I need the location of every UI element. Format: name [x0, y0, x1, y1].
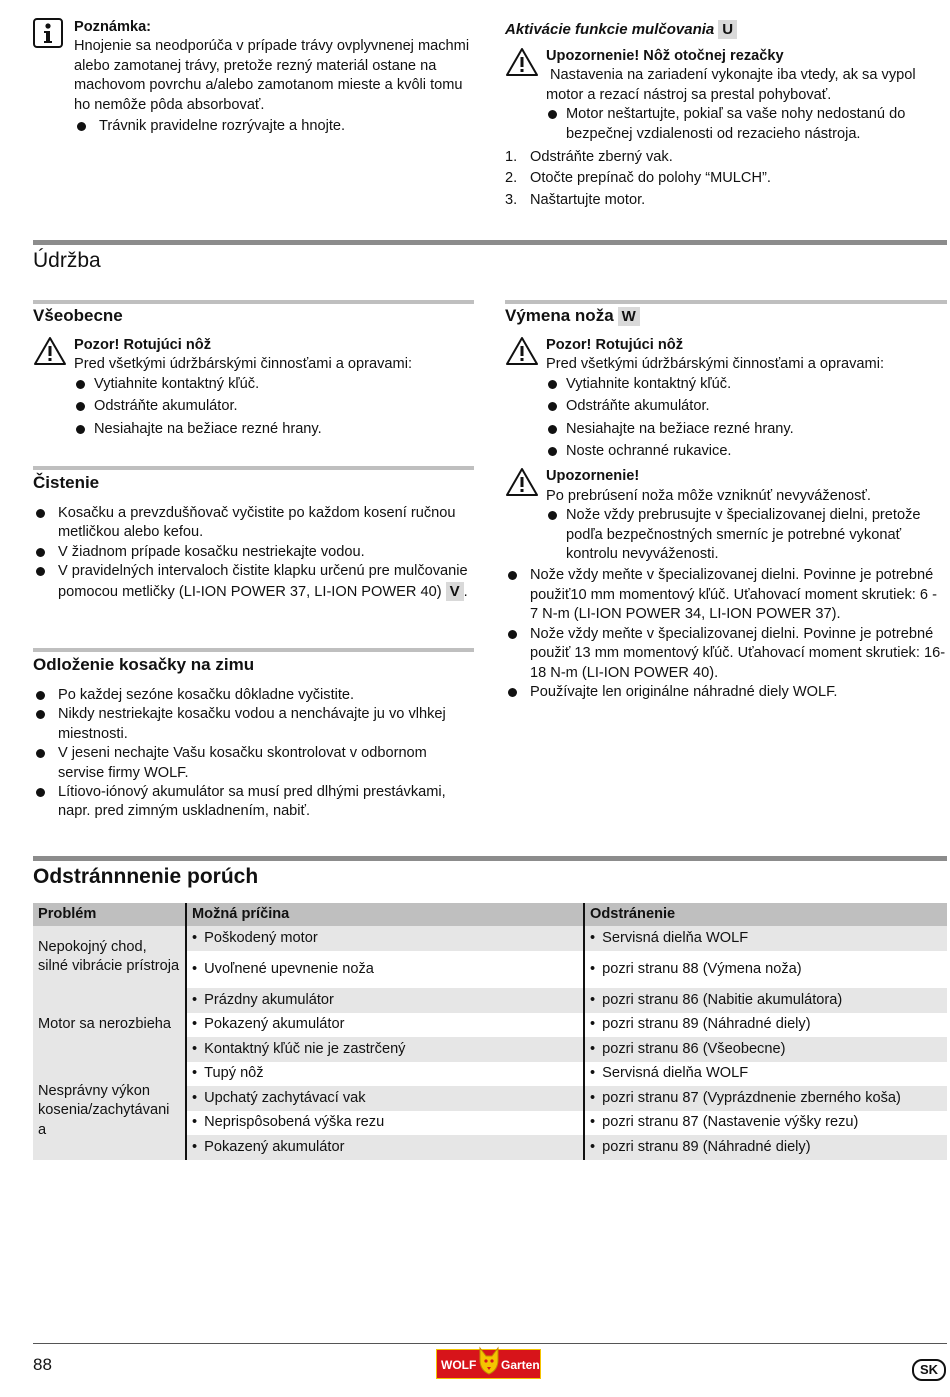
list-item: Vytiahnite kontaktný kľúč. — [546, 375, 947, 394]
list-item: Vytiahnite kontaktný kľúč. — [74, 375, 475, 394]
list-item: Noste ochranné rukavice. — [546, 442, 947, 461]
subsection-title: Všeobecne — [33, 306, 123, 325]
figure-badge: V — [446, 582, 464, 601]
cleaning-section — [33, 472, 475, 602]
list-item: Nikdy nestriekajte kosačku vodou a nenchávajte ju vo vlhkej miestnosti. — [33, 705, 475, 744]
footer-divider — [33, 1343, 947, 1344]
warning-title: Upozornenie! — [546, 468, 640, 485]
column-header: Odstránenie — [584, 903, 947, 926]
cause-cell: • Pokazený akumulátor — [186, 1013, 584, 1037]
section-title-troubleshooting: Odstránnnenie porúch — [33, 865, 259, 888]
page-number: 88 — [33, 1355, 52, 1374]
info-icon — [33, 18, 63, 48]
fix-cell: • pozri stranu 86 (Všeobecne) — [584, 1037, 947, 1062]
cause-cell: • Prázdny akumulátor — [186, 988, 584, 1013]
wolf-head-icon — [477, 1346, 501, 1376]
mulch-title: Aktivácie funkcie mulčovania U — [505, 19, 947, 41]
figure-badge: W — [618, 307, 640, 326]
blade-section — [505, 305, 947, 702]
list-item: Nože vždy meňte v špecializovanej dielni. Povinne je potrebné použiť 13 mm momentový kľúč. Uťahovací moment skrutiek: 16-18 N-m (LI-ION POWER 40). — [505, 625, 947, 683]
cause-cell: • Kontaktný kľúč nie je zastrčený — [186, 1037, 584, 1062]
fix-cell: • pozri stranu 87 (Vyprázdnenie zberného koša) — [584, 1086, 947, 1111]
warning-title: Upozornenie! Nôž otočnej rezačky — [546, 48, 784, 64]
table-row — [33, 926, 947, 951]
cause-cell: • Upchatý zachytávací vak — [186, 1086, 584, 1111]
fix-cell: • pozri stranu 86 (Nabitie akumulátora) — [584, 988, 947, 1013]
step-item: 3. Naštartujte motor. — [505, 191, 646, 208]
section-divider — [33, 240, 947, 245]
list-item: Používajte len originálne náhradné diely WOLF. — [505, 683, 947, 702]
warning-text: Nastavenia na zariadení vykonajte iba vtedy, ak sa vypol motor a rezací nástroj sa prestal pohybovať. — [546, 67, 916, 103]
fix-cell: • Servisná dielňa WOLF — [584, 926, 947, 951]
fix-cell: • Servisná dielňa WOLF — [584, 1062, 947, 1086]
fix-cell: • pozri stranu 88 (Výmena noža) — [584, 951, 947, 988]
list-item: Nože vždy prebrusujte v špecializovanej dielni, pretože podľa bezpečnostných smerníc je potrebné vykonať kontrolu nevyváženosti. — [546, 506, 947, 564]
list-item: Nože vždy meňte v špecializovanej dielni. Povinne je potrebné použiť10 mm momentový kľúč. Uťahovací moment skrutiek: 6 - 7 N-m (LI-ION POWER 34, LI-ION POWER 37). — [505, 566, 947, 624]
subsection-divider — [33, 466, 474, 470]
table-row — [33, 1062, 947, 1086]
section-divider — [33, 856, 947, 861]
list-item: Odstráňte akumulátor. — [546, 397, 947, 416]
warning-icon — [505, 47, 539, 77]
warning-text: Pred všetkými údržbárskými činnosťami a opravami: — [74, 356, 412, 373]
step-item: 2. Otočte prepínač do polohy “MULCH”. — [505, 170, 771, 187]
subsection-divider — [505, 300, 947, 304]
table-row — [33, 988, 947, 1013]
cause-cell: • Neprispôsobená výška rezu — [186, 1111, 584, 1135]
subsection-title: Výmena noža W — [505, 305, 947, 327]
subsection-title: Odloženie kosačky na zimu — [33, 655, 255, 674]
language-badge: SK — [912, 1359, 946, 1381]
cause-cell: • Uvoľnené upevnenie noža — [186, 951, 584, 988]
warning-title: Pozor! Rotujúci nôž — [546, 337, 684, 353]
warning-icon — [505, 467, 539, 497]
fix-cell: • pozri stranu 89 (Náhradné diely) — [584, 1013, 947, 1037]
warning-text: Pred všetkými údržbárskými činnosťami a opravami: — [546, 356, 884, 373]
subsection-title: Čistenie — [33, 473, 100, 492]
step-item: 1. Odstráňte zberný vak. — [505, 149, 673, 166]
list-item: Odstráňte akumulátor. — [74, 397, 475, 416]
winter-section — [33, 654, 475, 822]
warning-title: Pozor! Rotujúci nôž — [74, 337, 212, 353]
list-item: Po každej sezóne kosačku dôkladne vyčistite. — [33, 686, 475, 705]
warning-icon — [505, 336, 539, 366]
warning-text: Po prebrúsení noža môže vzniknúť nevyváženosť. — [546, 487, 871, 504]
list-item: Kosačku a prevzdušňovač vyčistite po každom kosení ručnou metličkou alebo kefou. — [33, 504, 475, 543]
table-header-row — [33, 903, 947, 926]
problem-cell: Nesprávny výkon kosenia/zachytávani a — [33, 1062, 186, 1160]
subsection-divider — [33, 300, 474, 304]
note-text: Hnojenie sa neodporúča v prípade trávy ovplyvnenej machmi alebo zamotanej trávy, pretože rezný materiál ostane na machovom povrchu a/alebo zamotanom mieste a kvôli tomu ho nemôže pôda absorbovať. — [74, 38, 470, 113]
troubleshooting-table — [33, 903, 947, 1160]
column-header: Možná príčina — [186, 903, 584, 926]
wolf-garten-logo — [436, 1349, 541, 1379]
logo-text-left: WOLF — [441, 1358, 477, 1372]
logo-text-right: Garten — [501, 1358, 540, 1372]
section-title-maintenance: Údržba — [33, 249, 101, 272]
list-item: V žiadnom prípade kosačku nestriekajte vodou. — [33, 543, 475, 562]
list-item: Lítiovo-iónový akumulátor sa musí pred dlhými prestávkami, napr. pred zimným uskladnením, nabiť. — [33, 783, 475, 822]
fix-cell: • pozri stranu 87 (Nastavenie výšky rezu) — [584, 1111, 947, 1135]
problem-cell: Nepokojný chod, silné vibrácie prístroja — [33, 926, 186, 988]
cause-cell: • Pokazený akumulátor — [186, 1135, 584, 1160]
column-header: Problém — [33, 903, 186, 926]
mulch-section — [505, 19, 947, 212]
warning-icon — [33, 336, 67, 366]
list-item: V pravidelných intervaloch čistite klapku určenú pre mulčovanie pomocou metličky (LI-ION POWER 37, LI-ION POWER 40) V . — [33, 562, 475, 602]
general-section — [33, 305, 475, 442]
list-item: Nesiahajte na bežiace rezné hrany. — [74, 420, 475, 439]
subsection-divider — [33, 648, 474, 652]
note-title: Poznámka: — [74, 19, 152, 35]
list-item: Trávnik pravidelne rozrývajte a hnojte. — [74, 117, 475, 136]
fix-cell: • pozri stranu 89 (Náhradné diely) — [584, 1135, 947, 1160]
list-item: Motor neštartujte, pokiaľ sa vaše nohy nedostanú do bezpečnej vzdialenosti od rezacieho nástroja. — [546, 105, 947, 144]
list-item: V jeseni nechajte Vašu kosačku skontrolovat v odbornom servise firmy WOLF. — [33, 744, 475, 783]
list-item: Nesiahajte na bežiace rezné hrany. — [546, 420, 947, 439]
problem-cell: Motor sa nerozbieha — [33, 988, 186, 1062]
cause-cell: • Poškodený motor — [186, 926, 584, 951]
cause-cell: • Tupý nôž — [186, 1062, 584, 1086]
note-block — [33, 18, 475, 139]
figure-badge: U — [718, 20, 737, 39]
